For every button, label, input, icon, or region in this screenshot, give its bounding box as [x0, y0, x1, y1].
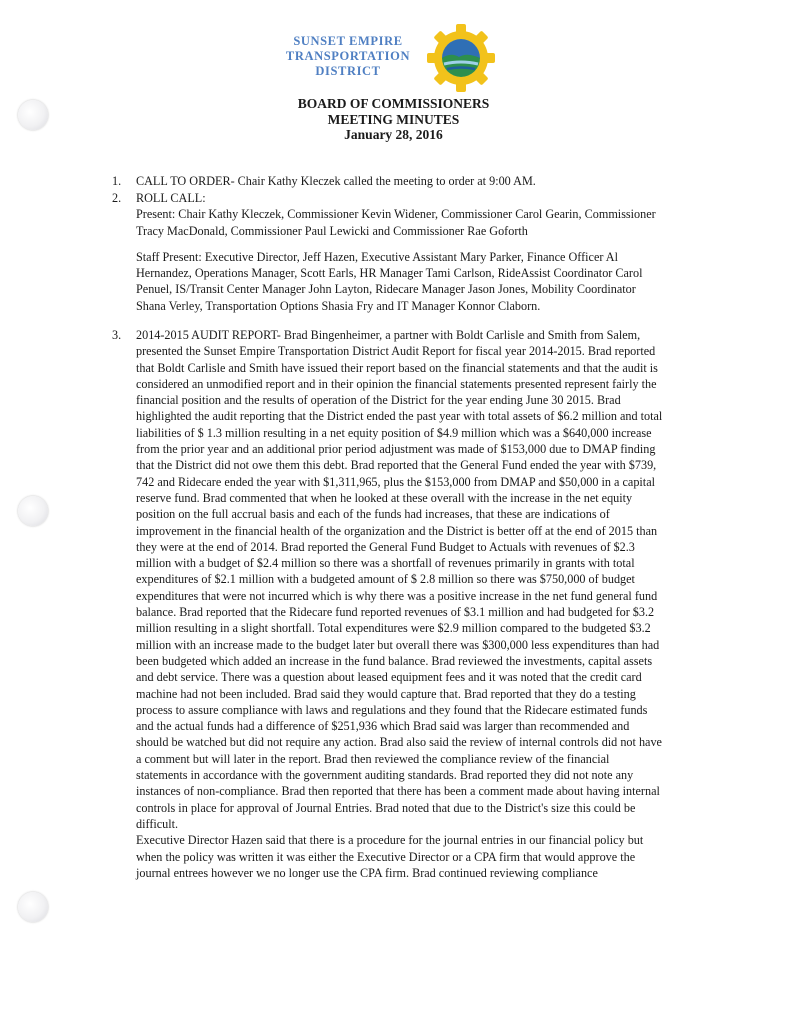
sunset-gear-logo-icon — [425, 22, 497, 94]
staff-line: Penuel, IS/Transit Center Manager John Layton, Ridecare Manager Jason Jones, Mobility Coordinator — [136, 282, 636, 297]
audit-report-line: million with an increase made to the budget later but overall there was $300,000 less expenditures than had — [136, 637, 660, 652]
item-number: 1. — [112, 174, 122, 188]
audit-report-line: expenditures that were not incurred which is why there was a positive increase in the net fund general fund — [136, 588, 658, 603]
audit-report-line: million resulting in a slight shortfall. Total expenditures were $2.9 million compared to the budgeted $3.2 — [136, 621, 651, 636]
audit-report-line: they were at the end of 2014. Brad reported the General Fund Budget to Actuals with revenues of $2.3 — [136, 539, 635, 554]
audit-report-line: controls in place for approval of Journal Entries. Brad noted that due to the District's size this could be — [136, 800, 636, 815]
audit-report-line: presented the Sunset Empire Transportation District Audit Report for fiscal year 2014-2015. Brad reported — [136, 344, 656, 359]
audit-report-line: machine had not been included. Brad said they would capture that. Brad reported that they do a testing — [136, 686, 636, 701]
audit-report-line: expenditures of $2.1 million with a budgeted amount of $ 2.8 million so there was $750,000 of budget — [136, 572, 635, 587]
audit-report-line: a comment but will later in the report. Brad then reviewed the compliance review of the financial — [136, 751, 610, 766]
audit-report-line: from the prior year and an additional prior period adjustment was made of $153,000 due to DMAP finding — [136, 442, 656, 457]
present-line: Present: Chair Kathy Kleczek, Commissioner Kevin Widener, Commissioner Carol Gearin, Commissioner — [136, 207, 656, 222]
item-number: 2. — [112, 191, 122, 205]
org-name-line-3: DISTRICT — [315, 64, 381, 78]
staff-line: Staff Present: Executive Director, Jeff Hazen, Executive Assistant Mary Parker, Finance Officer Al — [136, 249, 618, 264]
audit-report-body — [136, 327, 744, 881]
audit-report-line: considered an unmodified report and in their opinion the financial statements presented represent fairly the — [136, 376, 657, 391]
document-title: BOARD OF COMMISSIONERS — [297, 96, 490, 111]
org-name-line-1: SUNSET EMPIRE — [293, 34, 403, 48]
audit-report-line: liabilities of $ 1.3 million resulting in a net equity position of $4.9 million which was a $640,000 increase — [136, 425, 652, 440]
audit-report-line: reserve fund. Brad commented that when he looked at these overall with the increase in the net equity — [136, 490, 633, 505]
audit-report-line: highlighted the audit reporting that the District ended the past year with total assets of $6.2 million and total — [136, 409, 663, 424]
document-subtitle: MEETING MINUTES — [327, 111, 460, 127]
audit-report-line: financial position and the results of operation of the District for the year ending June 30 2015. Brad — [136, 393, 621, 408]
present-line: Tracy MacDonald, Commissioner Paul Lewicki and Commissioner Rae Goforth — [136, 223, 528, 238]
staff-line: Hernandez, Operations Manager, Scott Earls, HR Manager Tami Carlson, RideAssist Coordinator Carol — [136, 266, 643, 281]
staff-line: Shana Verley, Transportation Options Shasia Fry and IT Manager Konnor Claborn. — [136, 298, 541, 313]
audit-report-line: improvement in the financial health of the organization and the District is better off at the end of 2015 than — [136, 523, 658, 538]
audit-report-line: 742 and Ridecare ended the year with $1,311,965, plus the $153,000 from DMAP and $50,000 in a capital — [136, 474, 655, 489]
audit-report-line: million with a budget of $2.4 million so there was a shortfall of revenues primarily in grants with total — [136, 556, 635, 571]
audit-report-line: statements in accordance with the government auditing standards. Brad reported they did not note any — [136, 768, 634, 783]
audit-report-line: been budgeted which added an increase in the fund balance. Brad reviewed the investments, capital assets — [136, 653, 653, 668]
audit-report-line: difficult. — [136, 816, 179, 831]
audit-report-line: journal entrees however we no longer use the CPA firm. Brad continued reviewing compliance — [136, 865, 598, 880]
org-name-line-2: TRANSPORTATION — [285, 49, 411, 63]
audit-report-line: should be watched but did not require any action. Brad also said the review of internal controls did not have — [136, 735, 662, 750]
audit-report-line: position on the full accrual basis and each of the funds had increases, that these are indications of — [136, 507, 610, 522]
audit-report-line: and debt service. There was a question about leased equipment fees and it was noted that the credit card — [136, 670, 642, 685]
meeting-date: January 28, 2016 — [344, 127, 443, 142]
document-title-block — [0, 96, 787, 143]
item-number: 3. — [112, 328, 122, 342]
audit-report-line: when the policy was written it was either the Executive Director or a CPA firm that would approve the — [136, 849, 636, 864]
audit-report-line: instances of non-compliance. Brad then reported that there has been a comment made about having internal — [136, 784, 660, 799]
audit-report-line: that Boldt Carlisle and Smith have issued their report based on the financial statements and that the audit is — [136, 360, 658, 375]
audit-report-line: that the District did not owe them this debt. Brad reported that the General Fund ended the year with $739, — [136, 458, 657, 473]
audit-report-line: process to assure compliance with laws and regulations and they found that the Ridecare estimated funds — [136, 702, 648, 717]
item-text: CALL TO ORDER- Chair Kathy Kleczek called the meeting to order at 9:00 AM. — [136, 174, 536, 188]
audit-report-line: balance. Brad reported that the Ridecare fund reported revenues of $3.1 million and had budgeted for $3.2 — [136, 605, 655, 620]
organization-logo-text — [278, 34, 418, 79]
roll-call-heading: ROLL CALL: — [136, 191, 206, 205]
audit-report-line: and the actual funds had a difference of $251,936 which Brad said was larger than recommended and — [136, 719, 630, 734]
roll-call-body — [136, 190, 744, 314]
binder-hole-middle — [18, 496, 48, 526]
audit-report-line: Executive Director Hazen said that there is a procedure for the journal entries in our financial policy but — [136, 833, 644, 848]
audit-report-line: 2014-2015 AUDIT REPORT- Brad Bingenheimer, a partner with Boldt Carlisle and Smith from Salem, — [136, 328, 641, 342]
binder-hole-bottom — [18, 892, 48, 922]
